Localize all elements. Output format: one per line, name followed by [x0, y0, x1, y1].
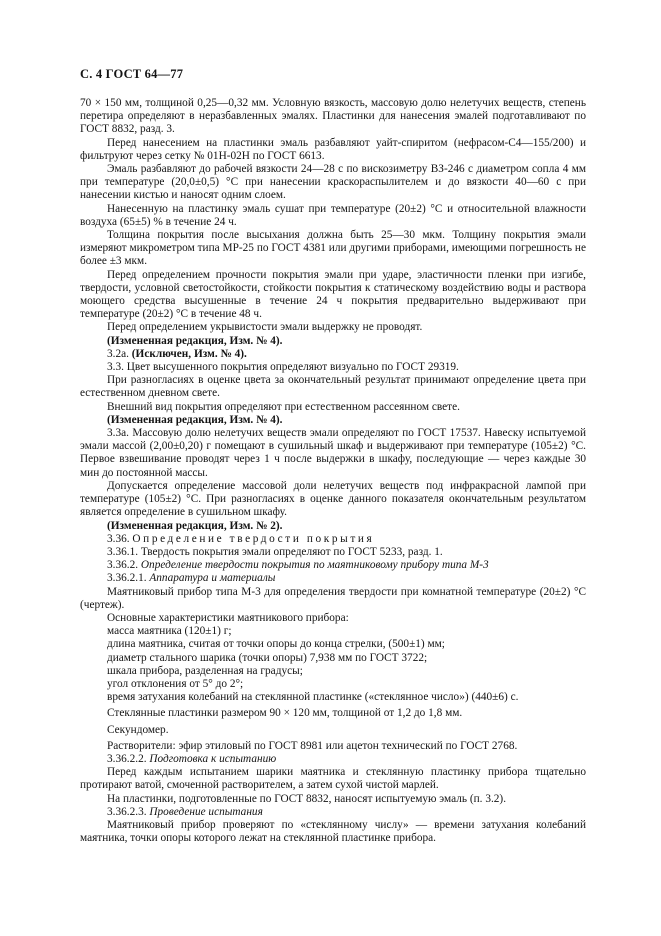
- subsection-title: Подготовка к испытанию: [149, 752, 277, 765]
- amendment-note: [80, 520, 586, 533]
- list-item: угол отклонения от 5° до 2°;: [107, 677, 244, 690]
- section-title: Определение твердости покрытия: [132, 532, 375, 545]
- paragraph: 3.3а. Массовую долю нелетучих веществ эмали определяют по ГОСТ 17537. Навеску испытуемой эмали массой (2,00±0,20) г помещают в сушильный шкаф и выдерживают при температуре (105±2) °С. Первое взвешивание проводят через 1 ч после выдержки в шкафу, последующие — через каждые 30 мин до постоянной массы.: [80, 427, 586, 479]
- paragraph: Толщина покрытия после высыхания должна быть 25—30 мкм. Толщину покрытия эмали измеряют микрометром типа МР-25 по ГОСТ 4381 или другими приборами, имеющими погрешность не более ±3 мкм.: [80, 229, 586, 268]
- paragraph: Нанесенную на пластинку эмаль сушат при температуре (20±2) °С и относительной влажности воздуха (65±5) % в течение 24 ч.: [80, 202, 586, 228]
- section-heading: [80, 533, 586, 546]
- clause-number: 3.36.2.1.: [107, 572, 150, 585]
- clause-number: 3.36.2.: [107, 559, 141, 572]
- amendment-text: (Измененная редакция, Изм. № 4).: [107, 413, 283, 426]
- amendment-note: [80, 335, 586, 348]
- subsection-heading: [80, 559, 586, 572]
- document-body: [80, 97, 586, 845]
- clause-number: 3.36.2.3.: [107, 805, 150, 818]
- subsection-heading: [80, 572, 586, 585]
- paragraph: 70 × 150 мм, толщиной 0,25—0,32 мм. Условную вязкость, массовую долю нелетучих веществ, степень перетира определяют в неразбавленных эмалях. Пластинки для нанесения эмалей подготавливают по ГОСТ 8832, разд. 3.: [80, 97, 586, 136]
- paragraph: Перед определением укрывистости эмали выдержку не проводят.: [107, 321, 423, 334]
- list-item: время затухания колебаний на стеклянной пластинке («стеклянное число») (440±6) с.: [107, 691, 519, 704]
- subsection-heading: [80, 753, 586, 766]
- subsection-title: Определение твердости покрытия по маятниковому прибору типа М-3: [140, 559, 489, 572]
- page-header: С. 4 ГОСТ 64—77: [80, 67, 184, 81]
- paragraph: При разногласиях в оценке цвета за окончательный результат принимают определение цвета при естественном дневном свете.: [80, 374, 586, 400]
- clause-number: 3.2а.: [107, 347, 132, 360]
- paragraph: Допускается определение массовой доли нелетучих веществ под инфракрасной лампой при температуре (105±2) °С. При разногласиях в оценке данного показателя окончательным результатом является определение в сушильном шкафу.: [80, 479, 586, 519]
- amendment-text: (Измененная редакция, Изм. № 2).: [107, 519, 283, 532]
- list-item: шкала прибора, разделенная на градусы;: [107, 664, 303, 677]
- clause-3-2a: [80, 348, 586, 361]
- amendment-text: (Измененная редакция, Изм. № 4).: [107, 334, 283, 347]
- paragraph: Секундомер.: [107, 723, 169, 736]
- paragraph: 3.3. Цвет высушенного покрытия определяют визуально по ГОСТ 29319.: [107, 361, 459, 374]
- paragraph: Стеклянные пластинки размером 90 × 120 мм, толщиной от 1,2 до 1,8 мм.: [107, 707, 463, 720]
- list-item: длина маятника, считая от точки опоры до конца стрелки, (500±1) мм;: [107, 638, 445, 651]
- paragraph: Эмаль разбавляют до рабочей вязкости 24—28 с по вискозиметру ВЗ-246 с диаметром сопла 4 мм при температуре (20,0±0,5) °С при нанесении краскораспылителем и до вязкости 40—60 с при нанесении кистью и наносят одним слоем.: [80, 163, 586, 202]
- subsection-title: Аппаратура и материалы: [149, 572, 276, 585]
- paragraph: Перед нанесением на пластинки эмаль разбавляют уайт-спиритом (нефрасом-С4—155/200) и фильтруют через сетку № 01Н-02Н по ГОСТ 6613.: [80, 136, 586, 162]
- paragraph: Маятниковый прибор типа М-3 для определения твердости при комнатной температуре (20±2) °С (чертеж).: [80, 585, 586, 611]
- amendment-note: [80, 414, 586, 427]
- paragraph: Внешний вид покрытия определяют при естественном рассеянном свете.: [107, 400, 460, 413]
- subsection-heading: [80, 806, 586, 819]
- amendment-text: (Исключен, Изм. № 4).: [131, 347, 247, 360]
- paragraph: Перед каждым испытанием шарики маятника и стеклянную пластинку прибора тщательно протирают ватой, смоченной растворителем, а затем сухой чистой марлей.: [80, 766, 586, 792]
- clause-number: 3.36.2.2.: [107, 752, 150, 765]
- paragraph: Растворители: эфир этиловый по ГОСТ 8981 или ацетон технический по ГОСТ 2768.: [107, 739, 518, 752]
- list-item: диаметр стального шарика (точки опоры) 7,938 мм по ГОСТ 3722;: [107, 651, 428, 664]
- subsection-title: Проведение испытания: [149, 805, 263, 818]
- paragraph: На пластинки, подготовленные по ГОСТ 8832, наносят испытуемую эмаль (п. 3.2).: [107, 792, 507, 805]
- paragraph: Перед определением прочности покрытия эмали при ударе, эластичности пленки при изгибе, твердости, условной светостойкости, стойкости покрытия к статическому воздействию воды и раствора моющего средства высушенные в течение 24 ч покрытия предварительно выдерживают при температуре (20±2) °С в течение 48 ч.: [80, 268, 586, 321]
- paragraph: Маятниковый прибор проверяют по «стеклянному числу» — времени затухания колебаний маятника, точки опоры которого лежат на стеклянной пластинке прибора.: [80, 818, 586, 845]
- paragraph: 3.36.1. Твердость покрытия эмали определяют по ГОСТ 5233, разд. 1.: [107, 545, 443, 558]
- list-item: масса маятника (120±1) г;: [107, 625, 232, 638]
- paragraph: Основные характеристики маятникового прибора:: [107, 611, 349, 624]
- clause-number: 3.36.: [107, 532, 133, 545]
